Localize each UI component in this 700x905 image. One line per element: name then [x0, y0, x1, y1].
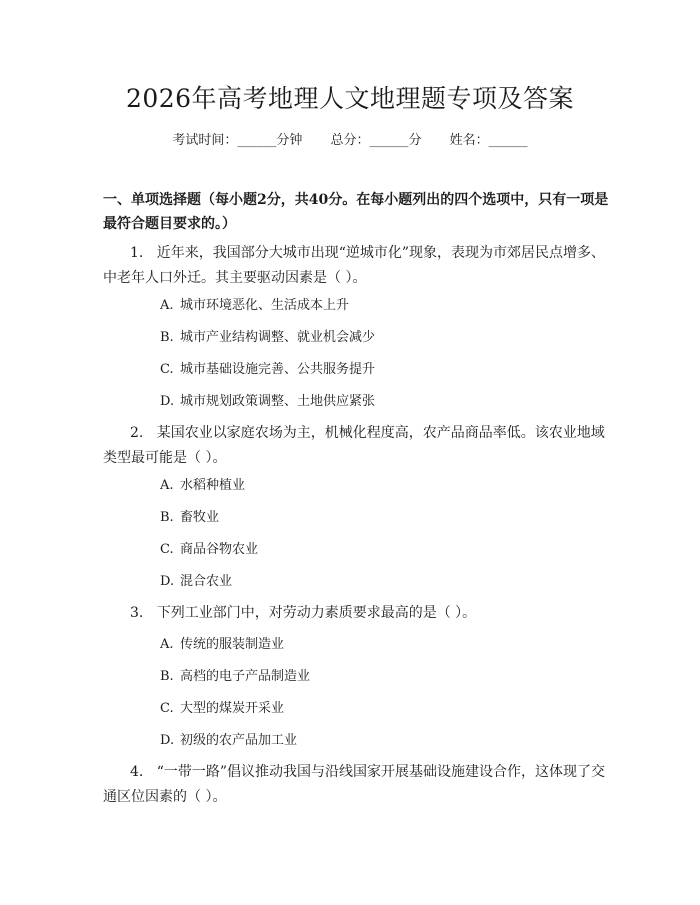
option-text: 城市规划政策调整、土地供应紧张: [180, 394, 376, 409]
option-letter: C.: [160, 362, 174, 377]
option-letter: D.: [160, 574, 175, 589]
option-d: [160, 392, 375, 412]
option-text: 城市基础设施完善、公共服务提升: [180, 362, 376, 377]
question-2: [103, 421, 608, 471]
option-text: 高档的电子产品制造业: [180, 669, 311, 684]
option-c: [160, 540, 258, 560]
option-letter: D.: [160, 733, 175, 748]
option-text: 水稻种植业: [180, 478, 246, 493]
question-1: [103, 241, 608, 291]
exam-time-unit: 分钟: [276, 133, 303, 148]
option-letter: A.: [160, 298, 174, 313]
option-letter: A.: [160, 478, 174, 493]
question-number: 2.: [130, 425, 144, 441]
option-letter: B.: [160, 330, 174, 345]
question-number: 3.: [130, 605, 144, 621]
option-text: 畜牧业: [180, 510, 220, 525]
option-a: [160, 635, 284, 655]
question-4: [103, 760, 608, 810]
exam-time-blank: ______: [237, 133, 277, 148]
option-b: [160, 328, 375, 348]
question-3: [103, 601, 608, 626]
option-letter: C.: [160, 701, 174, 716]
option-c: [160, 699, 284, 719]
question-text: “一带一路”倡议推动我国与沿线国家开展基础设施建设合作，这体现了交通区位因素的（ ）。: [103, 764, 606, 805]
option-b: [160, 508, 219, 528]
section-heading: 一、单项选择题（每小题2分，共40分。在每小题列出的四个选项中，只有一项是最符合题目要求的。）: [103, 192, 609, 232]
option-text: 混合农业: [180, 574, 233, 589]
exam-time: [172, 133, 302, 148]
option-text: 商品谷物农业: [180, 542, 259, 557]
total-score: [330, 133, 421, 148]
student-name-blank: ______: [488, 133, 528, 148]
student-name-label: 姓名：: [449, 133, 489, 148]
question-text: 某国农业以家庭农场为主，机械化程度高，农产品商品率低。该农业地域类型最可能是（ ）。: [103, 425, 605, 466]
question-number: 1.: [130, 245, 144, 261]
option-a: [160, 296, 349, 316]
option-d: [160, 572, 232, 592]
total-score-unit: 分: [408, 133, 422, 148]
option-text: 传统的服装制造业: [180, 637, 285, 652]
total-score-blank: ______: [369, 133, 409, 148]
option-letter: B.: [160, 669, 174, 684]
page-title: 2026年高考地理人文地理题专项及答案: [125, 84, 575, 113]
exam-time-label: 考试时间：: [172, 133, 238, 148]
option-letter: B.: [160, 510, 174, 525]
student-name: [450, 133, 528, 148]
question-number: 4.: [130, 764, 144, 780]
option-text: 城市产业结构调整、就业机会减少: [180, 330, 376, 345]
question-text: 下列工业部门中，对劳动力素质要求最高的是（ ）。: [156, 605, 477, 621]
option-a: [160, 476, 245, 496]
exam-meta: [0, 131, 700, 151]
question-text: 近年来，我国部分大城市出现“逆城市化”现象，表现为市郊居民点增多、中老年人口外迁。其主要驱动因素是（ ）。: [103, 245, 606, 286]
option-c: [160, 360, 375, 380]
option-text: 城市环境恶化、生活成本上升: [180, 298, 350, 313]
option-b: [160, 667, 310, 687]
option-letter: C.: [160, 542, 174, 557]
option-text: 初级的农产品加工业: [180, 733, 298, 748]
total-score-label: 总分：: [330, 133, 370, 148]
option-text: 大型的煤炭开采业: [180, 701, 285, 716]
option-letter: A.: [160, 637, 174, 652]
option-letter: D.: [160, 394, 175, 409]
option-d: [160, 731, 297, 751]
